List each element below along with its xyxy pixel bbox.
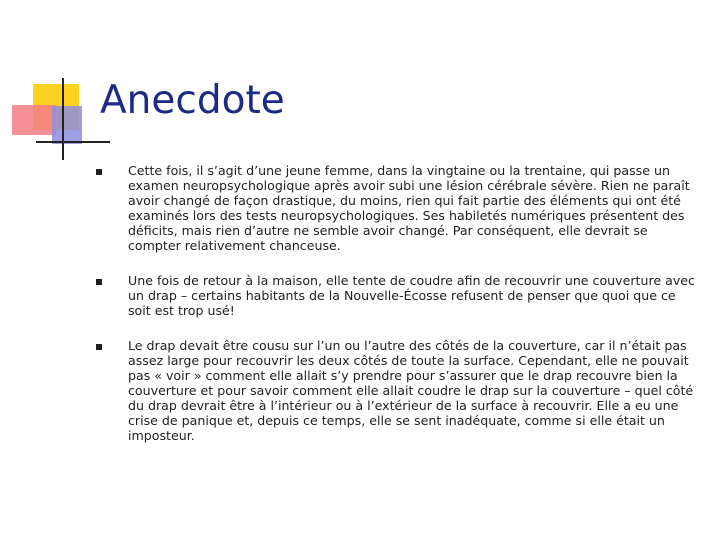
square-bullet-icon [96, 344, 102, 350]
bullet-text: Le drap devait être cousu sur l’un ou l’autre des côtés de la couverture, car il n’était pas assez large pour recouvrir les deux côtés de toute la surface. Cependant, elle ne pouvait pas « voir » comment elle allait s’y prendre pour s’assurer que le drap recouvre bien la couverture et pour savoir comment elle allait coudre le drap sur la couverture – quel côté du drap devrait être à l’intérieur ou à l’extérieur de la surface à recouvrir. Elle a eu une crise de panique et, depuis ce temps, elle se sent inadéquate, comme si elle était un imposteur. [128, 338, 694, 443]
bullet-item [96, 163, 696, 253]
bullet-item [96, 338, 696, 443]
decorative-vertical-line [62, 78, 64, 160]
square-bullet-icon [96, 169, 102, 175]
decorative-horizontal-line [36, 141, 110, 143]
bullet-text: Une fois de retour à la maison, elle tente de coudre afin de recouvrir une couverture avec un drap – certains habitants de la Nouvelle-Écosse refusent de penser que quoi que ce soit est trop usé! [128, 273, 695, 318]
bullet-list [96, 163, 696, 463]
square-bullet-icon [96, 279, 102, 285]
slide-title: Anecdote [100, 78, 285, 123]
bullet-text: Cette fois, il s’agit d’une jeune femme, dans la vingtaine ou la trentaine, qui passe un examen neuropsychologique après avoir subi une lésion cérébrale sévère. Rien ne paraît avoir changé de façon drastique, du moins, rien qui fait partie des éléments qui ont été examinés lors des tests neuropsychologiques. Ses habiletés numériques présentent des déficits, mais rien d’autre ne semble avoir changé. Par conséquent, elle devrait se compter relativement chanceuse. [128, 163, 690, 253]
decorative-pink-rectangle [12, 105, 56, 135]
bullet-item [96, 273, 696, 318]
decorative-blue-rectangle [52, 106, 82, 144]
